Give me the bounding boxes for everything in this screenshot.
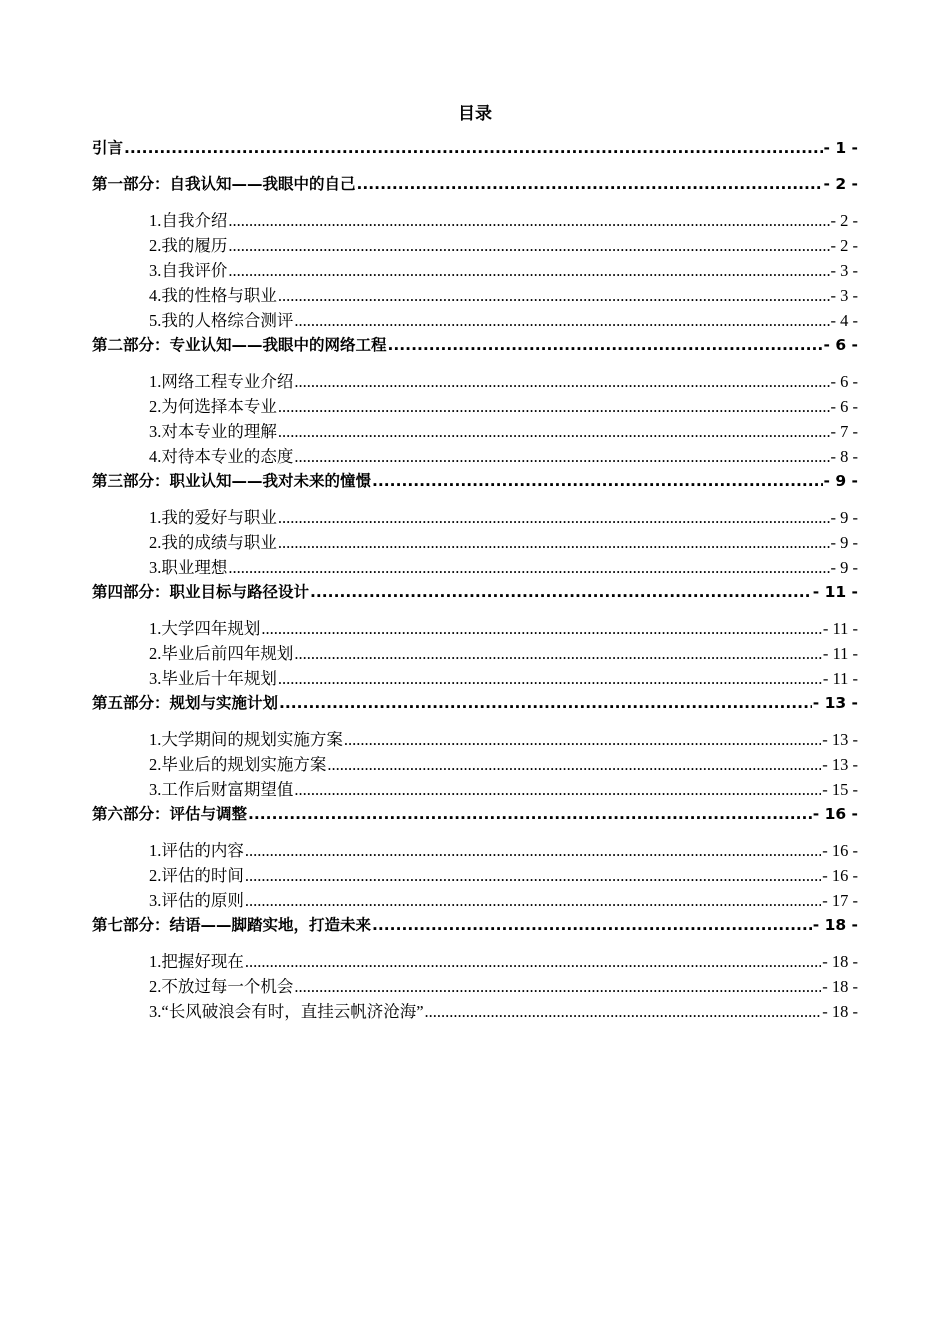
- toc-page-number: - 13 -: [822, 755, 858, 774]
- toc-title: 目录: [458, 104, 492, 123]
- toc-page-number: - 1 -: [823, 139, 858, 157]
- toc-subsection-entry[interactable]: [92, 283, 858, 308]
- toc-subsection-entry[interactable]: [92, 974, 858, 999]
- dot-leader: [294, 444, 829, 469]
- dot-leader: [372, 469, 823, 494]
- toc-entry-label: 5.我的人格综合测评: [149, 311, 294, 330]
- toc-entry-label: 1.我的爱好与职业: [149, 508, 277, 527]
- dot-leader: [245, 863, 821, 888]
- toc-page-number: - 11 -: [822, 644, 858, 663]
- dot-leader: [228, 208, 829, 233]
- dot-leader: [388, 333, 823, 358]
- toc-subsection-entry[interactable]: [92, 949, 858, 974]
- toc-entry-label: 1.大学四年规划: [149, 619, 261, 638]
- toc-page-number: - 4 -: [830, 311, 858, 330]
- dot-leader: [245, 888, 821, 913]
- toc-subsection-entry[interactable]: [92, 444, 858, 469]
- toc-section-entry[interactable]: [92, 172, 858, 197]
- dot-leader: [245, 949, 821, 974]
- dot-leader: [278, 394, 830, 419]
- toc-page-number: - 16 -: [812, 805, 858, 823]
- toc-entry-label: 3.工作后财富期望值: [149, 780, 294, 799]
- toc-subsection-entry[interactable]: [92, 838, 858, 863]
- dot-leader: [245, 838, 821, 863]
- toc-entry-label: 1.自我介绍: [149, 211, 228, 230]
- toc-entry-label: 3.“长风破浪会有时，直挂云帆济沧海”: [149, 1002, 424, 1021]
- dot-leader: [372, 913, 812, 938]
- dot-leader: [344, 727, 821, 752]
- toc-entry-label: 2.评估的时间: [149, 866, 244, 885]
- toc-subsection-entry[interactable]: [92, 752, 858, 777]
- toc-page-number: - 13 -: [812, 694, 858, 712]
- toc-entry-label: 3.职业理想: [149, 558, 228, 577]
- document-page: [92, 100, 858, 1024]
- toc-list: [92, 136, 858, 1024]
- dot-leader: [124, 136, 823, 161]
- toc-page-number: - 6 -: [823, 336, 858, 354]
- toc-subsection-entry[interactable]: [92, 616, 858, 641]
- toc-entry-label: 1.把握好现在: [149, 952, 244, 971]
- toc-entry-label: 第二部分：专业认知——我眼中的网络工程: [92, 336, 387, 354]
- dot-leader: [294, 369, 829, 394]
- toc-section-entry[interactable]: [92, 913, 858, 938]
- toc-entry-label: 第四部分：职业目标与路径设计: [92, 583, 310, 601]
- dot-leader: [279, 691, 812, 716]
- toc-subsection-entry[interactable]: [92, 505, 858, 530]
- toc-entry-label: 2.毕业后的规划实施方案: [149, 755, 327, 774]
- toc-page-number: - 2 -: [830, 236, 858, 255]
- toc-page-number: - 13 -: [822, 730, 858, 749]
- toc-subsection-entry[interactable]: [92, 641, 858, 666]
- dot-leader: [327, 752, 821, 777]
- toc-entry-label: 2.不放过每一个机会: [149, 977, 294, 996]
- toc-entry-label: 3.评估的原则: [149, 891, 244, 910]
- toc-page-number: - 6 -: [830, 397, 858, 416]
- toc-entry-label: 2.我的履历: [149, 236, 228, 255]
- toc-entry-label: 1.评估的内容: [149, 841, 244, 860]
- toc-subsection-entry[interactable]: [92, 308, 858, 333]
- dot-leader: [228, 555, 829, 580]
- toc-section-entry[interactable]: [92, 333, 858, 358]
- toc-page-number: - 9 -: [830, 558, 858, 577]
- toc-page-number: - 11 -: [812, 583, 858, 601]
- toc-page-number: - 16 -: [822, 841, 858, 860]
- dot-leader: [228, 258, 829, 283]
- toc-entry-label: 第七部分：结语——脚踏实地，打造未来: [92, 916, 372, 934]
- dot-leader: [261, 616, 821, 641]
- dot-leader: [425, 999, 822, 1024]
- toc-entry-label: 3.自我评价: [149, 261, 228, 280]
- toc-page-number: - 9 -: [830, 533, 858, 552]
- dot-leader: [294, 777, 821, 802]
- toc-page-number: - 2 -: [830, 211, 858, 230]
- toc-section-entry[interactable]: [92, 580, 858, 605]
- toc-page-number: - 11 -: [822, 619, 858, 638]
- dot-leader: [278, 283, 830, 308]
- toc-page-number: - 7 -: [830, 422, 858, 441]
- toc-page-number: - 18 -: [822, 977, 858, 996]
- toc-section-entry[interactable]: [92, 136, 858, 161]
- toc-entry-label: 4.我的性格与职业: [149, 286, 277, 305]
- toc-page-number: - 8 -: [830, 447, 858, 466]
- toc-subsection-entry[interactable]: [92, 530, 858, 555]
- toc-page-number: - 18 -: [822, 952, 858, 971]
- toc-page-number: - 3 -: [830, 261, 858, 280]
- dot-leader: [357, 172, 823, 197]
- toc-subsection-entry[interactable]: [92, 727, 858, 752]
- toc-entry-label: 2.我的成绩与职业: [149, 533, 277, 552]
- dot-leader: [294, 308, 829, 333]
- toc-entry-label: 4.对待本专业的态度: [149, 447, 294, 466]
- toc-subsection-entry[interactable]: [92, 863, 858, 888]
- dot-leader: [278, 666, 822, 691]
- dot-leader: [228, 233, 829, 258]
- toc-subsection-entry[interactable]: [92, 394, 858, 419]
- toc-page-number: - 6 -: [830, 372, 858, 391]
- dot-leader: [248, 802, 812, 827]
- toc-section-entry[interactable]: [92, 469, 858, 494]
- toc-subsection-entry[interactable]: [92, 208, 858, 233]
- toc-subsection-entry[interactable]: [92, 777, 858, 802]
- toc-entry-label: 3.毕业后十年规划: [149, 669, 277, 688]
- toc-subsection-entry[interactable]: [92, 369, 858, 394]
- toc-entry-label: 第三部分：职业认知——我对未来的憧憬: [92, 472, 372, 490]
- toc-subsection-entry[interactable]: [92, 233, 858, 258]
- toc-entry-label: 第一部分：自我认知——我眼中的自己: [92, 175, 356, 193]
- dot-leader: [310, 580, 812, 605]
- toc-page-number: - 18 -: [812, 916, 858, 934]
- toc-subsection-entry[interactable]: [92, 419, 858, 444]
- toc-page-number: - 2 -: [823, 175, 858, 193]
- toc-entry-label: 1.网络工程专业介绍: [149, 372, 294, 391]
- toc-subsection-entry[interactable]: [92, 258, 858, 283]
- toc-page-number: - 9 -: [830, 508, 858, 527]
- toc-entry-label: 2.毕业后前四年规划: [149, 644, 294, 663]
- toc-section-entry[interactable]: [92, 691, 858, 716]
- dot-leader: [294, 641, 821, 666]
- toc-entry-label: 第五部分：规划与实施计划: [92, 694, 279, 712]
- toc-section-entry[interactable]: [92, 802, 858, 827]
- toc-subsection-entry[interactable]: [92, 999, 858, 1024]
- toc-page-number: - 16 -: [822, 866, 858, 885]
- toc-entry-label: 第六部分：评估与调整: [92, 805, 248, 823]
- dot-leader: [278, 419, 830, 444]
- dot-leader: [278, 505, 830, 530]
- toc-subsection-entry[interactable]: [92, 555, 858, 580]
- toc-page-number: - 15 -: [822, 780, 858, 799]
- toc-page-number: - 11 -: [822, 669, 858, 688]
- toc-entry-label: 3.对本专业的理解: [149, 422, 277, 441]
- toc-page-number: - 18 -: [822, 1002, 858, 1021]
- toc-page-number: - 3 -: [830, 286, 858, 305]
- toc-entry-label: 1.大学期间的规划实施方案: [149, 730, 343, 749]
- toc-page-number: - 9 -: [823, 472, 858, 490]
- dot-leader: [278, 530, 830, 555]
- toc-subsection-entry[interactable]: [92, 666, 858, 691]
- toc-entry-label: 引言: [92, 139, 124, 157]
- toc-entry-label: 2.为何选择本专业: [149, 397, 277, 416]
- toc-page-number: - 17 -: [822, 891, 858, 910]
- toc-subsection-entry[interactable]: [92, 888, 858, 913]
- dot-leader: [294, 974, 821, 999]
